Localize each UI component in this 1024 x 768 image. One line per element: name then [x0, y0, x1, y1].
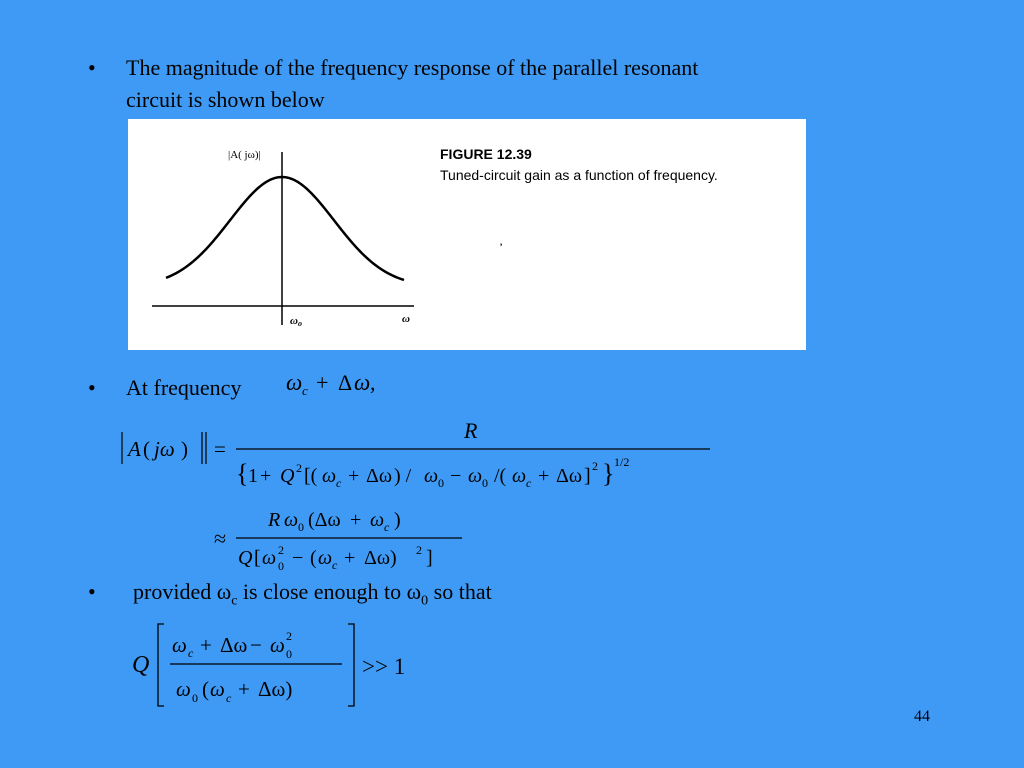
svg-text:ω: ω: [284, 509, 299, 531]
svg-text:2: 2: [296, 461, 302, 475]
svg-text:}: }: [602, 459, 615, 488]
svg-text:Δω: Δω: [220, 633, 248, 657]
svg-text:R: R: [268, 509, 281, 531]
svg-text:+: +: [260, 465, 272, 487]
eq3-denominator: [176, 677, 292, 705]
svg-text:): ): [181, 437, 188, 461]
freq-omega: ω: [286, 370, 303, 395]
svg-text:−: −: [250, 633, 262, 657]
svg-text:[(: [(: [304, 465, 318, 487]
eq1-denominator: [236, 455, 629, 490]
svg-text:Δω): Δω): [364, 547, 397, 569]
svg-text:ω: ω: [270, 633, 285, 657]
eq2-denominator: [238, 543, 433, 573]
freq-omega2: ω: [354, 370, 371, 395]
svg-text:c: c: [336, 476, 342, 490]
svg-text:ω: ω: [370, 509, 385, 531]
svg-text:ω: ω: [210, 677, 225, 701]
svg-text:+: +: [200, 633, 212, 657]
svg-text:+: +: [344, 547, 356, 569]
svg-text:2: 2: [286, 629, 292, 643]
svg-text:0: 0: [192, 691, 198, 705]
svg-text:c: c: [384, 520, 390, 534]
svg-text:+: +: [348, 465, 360, 487]
svg-text:): ): [394, 509, 401, 531]
equation-condition: [122, 618, 442, 712]
svg-text:c: c: [226, 691, 232, 705]
svg-text:−: −: [292, 547, 304, 569]
svg-text:]: ]: [426, 547, 433, 569]
svg-text:0: 0: [286, 647, 292, 661]
svg-text:Q: Q: [280, 465, 295, 487]
svg-text:Δω: Δω: [366, 465, 393, 487]
figure-panel: [128, 119, 806, 350]
svg-text:ω: ω: [512, 465, 527, 487]
figure-label: FIGURE 12.39: [440, 146, 532, 162]
freq-plus: +: [316, 370, 329, 395]
svg-text:=: =: [214, 437, 226, 461]
svg-text:(Δω: (Δω: [308, 509, 341, 531]
bullet-condition-text: provided $\omega_c$ is close enough to $\omega_0$ so that: [133, 579, 492, 609]
svg-text:[: [: [254, 547, 261, 569]
svg-text:ω: ω: [262, 547, 277, 569]
svg-text:c: c: [332, 558, 338, 572]
figure-caption: Tuned-circuit gain as a function of frequency.: [440, 167, 718, 183]
approx-sign: ≈: [214, 526, 227, 551]
svg-text:1/2: 1/2: [614, 455, 630, 469]
bullet-marker: •: [88, 55, 96, 80]
svg-text:0: 0: [438, 476, 444, 490]
svg-text:c: c: [526, 476, 532, 490]
svg-text:(: (: [143, 437, 150, 461]
svg-text:]: ]: [584, 465, 591, 487]
svg-text:ω: ω: [322, 465, 337, 487]
right-bracket: [348, 624, 354, 706]
svg-text:ω: ω: [424, 465, 439, 487]
response-curve: [166, 177, 404, 280]
eq3-q: Q: [132, 652, 150, 678]
svg-text:0: 0: [482, 476, 488, 490]
svg-text:Δω: Δω: [556, 465, 583, 487]
freq-sub-c: c: [302, 383, 308, 398]
bullet-intro-line1: The magnitude of the frequency response of the parallel resonant: [126, 55, 699, 80]
svg-text:A: A: [128, 437, 141, 461]
svg-text:(: (: [202, 677, 209, 701]
freq-comma: ,: [370, 370, 376, 395]
svg-text:ω: ω: [318, 547, 333, 569]
bullet-marker: •: [88, 579, 96, 604]
eq3-numerator: [172, 629, 292, 661]
equation-magnitude-approx: [200, 502, 480, 574]
svg-text:ω: ω: [172, 633, 187, 657]
y-axis-label: |A( jω)|: [228, 149, 261, 161]
x-axis-label: ω: [402, 313, 410, 325]
svg-text:(: (: [310, 547, 317, 569]
svg-text:2: 2: [416, 543, 422, 557]
eq1-numerator: R: [464, 418, 478, 443]
svg-text:Q: Q: [238, 547, 253, 569]
svg-text:ω: ω: [176, 677, 191, 701]
eq2-numerator: [267, 509, 401, 534]
eq3-rhs: >> 1: [362, 654, 406, 679]
bullet-at-frequency-text: At frequency: [126, 375, 242, 400]
bullet-intro-line2: circuit is shown below: [126, 87, 325, 112]
svg-text:+: +: [538, 465, 550, 487]
frequency-expression: [280, 366, 420, 406]
svg-text:/(: /(: [494, 465, 507, 487]
svg-text:{: {: [236, 459, 249, 488]
left-bracket: [158, 624, 164, 706]
page-number: 44: [914, 708, 930, 725]
svg-text:2: 2: [592, 459, 598, 473]
svg-text:+: +: [238, 677, 250, 701]
svg-text:ω: ω: [468, 465, 483, 487]
svg-text:1: 1: [248, 465, 258, 487]
svg-text:0: 0: [298, 520, 304, 534]
bullet-marker: •: [88, 375, 96, 400]
svg-text:) /: ) /: [394, 465, 412, 487]
svg-text:0: 0: [278, 559, 284, 573]
svg-text:+: +: [350, 509, 362, 531]
svg-text:2: 2: [278, 543, 284, 557]
center-frequency-label: ωo: [290, 315, 302, 328]
freq-delta: Δ: [338, 370, 353, 395]
svg-text:c: c: [188, 646, 194, 660]
stray-mark: ,: [500, 237, 503, 247]
svg-text:−: −: [450, 465, 462, 487]
equation-magnitude-exact: [110, 412, 730, 496]
svg-text:Δω): Δω): [258, 677, 293, 701]
svg-text:jω: jω: [154, 437, 175, 461]
